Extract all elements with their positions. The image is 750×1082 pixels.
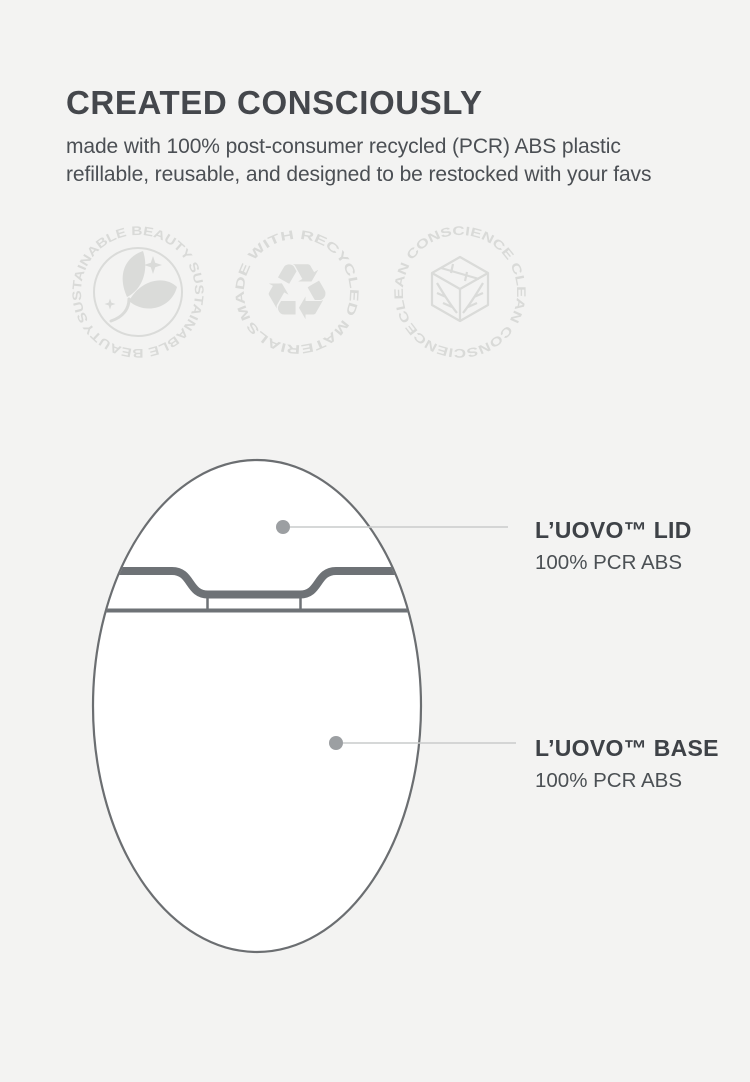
badge-arc-textpath: CLEAN CONSCIENCE CLEAN CONSCIENCE <box>391 223 529 361</box>
callout-lid-material: 100% PCR ABS <box>535 551 682 574</box>
callout-base <box>535 735 719 793</box>
description-line-1: made with 100% post-consumer recycled (PCR) ABS plastic <box>66 135 621 158</box>
callout-base-title: L’UOVO™ BASE <box>535 735 719 761</box>
description-line-2: refillable, reusable, and designed to be restocked with your favs <box>66 163 652 186</box>
badge-clean-conscience <box>385 217 535 367</box>
base-marker-dot <box>329 736 343 750</box>
badge-arc-textpath: SUSTAINABLE BEAUTY SUSTAINABLE BEAUTY <box>69 223 207 361</box>
recycle-icon: ♻ <box>262 248 332 338</box>
section-description <box>66 133 651 189</box>
callout-lid <box>535 517 692 575</box>
egg-body-outline <box>93 460 421 952</box>
badge-sustainable-beauty <box>63 217 213 367</box>
callout-base-material: 100% PCR ABS <box>535 769 682 792</box>
leaf-cube-icon <box>432 257 488 321</box>
sprout-sparkles-icon <box>105 251 178 321</box>
badge-made-with-recycled-materials <box>222 217 372 367</box>
lid-marker-dot <box>276 520 290 534</box>
section-title: CREATED CONSCIOUSLY <box>66 84 483 121</box>
callout-lid-title: L’UOVO™ LID <box>535 517 692 543</box>
badge-arc-textpath: MADE WITH RECYCLED MATERIALS <box>232 227 362 357</box>
product-diagram <box>0 430 750 990</box>
